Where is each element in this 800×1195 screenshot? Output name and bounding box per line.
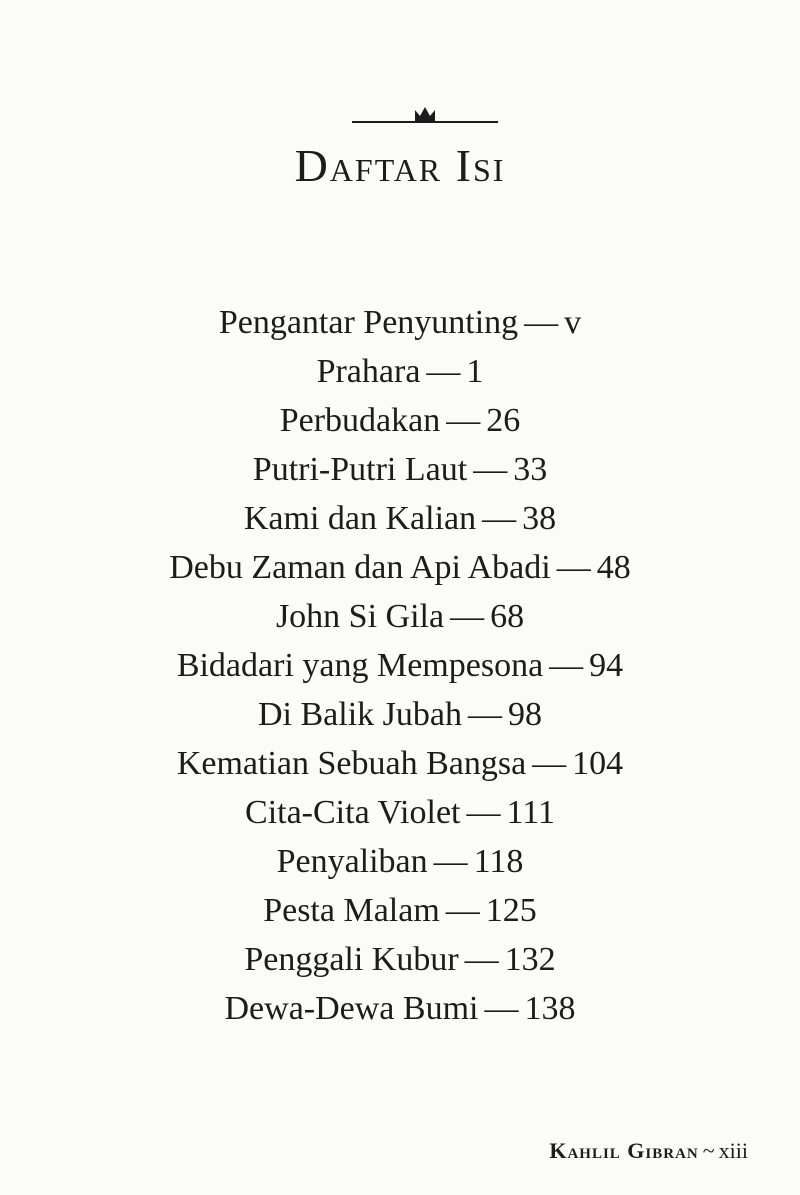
footer-author: Kahlil Gibran	[549, 1138, 699, 1163]
toc-entry-dash: —	[426, 353, 461, 390]
toc-entry	[0, 592, 800, 641]
toc-entry	[0, 494, 800, 543]
toc-entry	[0, 641, 800, 690]
toc-entry-title: Penyaliban	[276, 843, 428, 880]
toc-entry-dash: —	[482, 500, 517, 537]
toc-entry	[0, 837, 800, 886]
toc-entry-title: Kami dan Kalian	[243, 500, 477, 537]
toc-entry-page: 48	[596, 549, 631, 586]
toc-entry-dash: —	[549, 647, 584, 684]
toc-entry-title: Cita-Cita Violet	[245, 794, 461, 831]
toc-entry-page: 111	[506, 794, 555, 831]
toc-entry-title: Debu Zaman dan Api Abadi	[169, 549, 551, 586]
toc-entry-title: Penggali Kubur	[244, 941, 459, 978]
toc-entry-page: 138	[524, 990, 576, 1027]
toc-entry-page: 26	[486, 402, 521, 439]
toc-entry-page: v	[564, 304, 582, 341]
toc-entry-dash: —	[556, 549, 591, 586]
toc-entry	[0, 543, 800, 592]
toc-entry-dash: —	[473, 451, 508, 488]
toc-entry-page: 33	[513, 451, 548, 488]
running-footer	[549, 1138, 748, 1164]
toc-entry	[0, 788, 800, 837]
toc-entry-dash: —	[445, 892, 480, 929]
toc-entry-page: 68	[490, 598, 525, 635]
toc-entry	[0, 739, 800, 788]
toc-entry-page: 1	[466, 353, 484, 390]
toc-entry-title: Di Balik Jubah	[258, 696, 462, 733]
toc-entry-dash: —	[484, 990, 519, 1027]
toc-entry-dash: —	[467, 696, 502, 733]
toc-entry-title: Perbudakan	[279, 402, 441, 439]
toc-entry-page: 98	[507, 696, 542, 733]
toc-entry-title: Pesta Malam	[263, 892, 440, 929]
toc-entry-page: 94	[589, 647, 624, 684]
footer-separator: ~	[702, 1138, 715, 1163]
toc-entry-dash: —	[464, 941, 499, 978]
toc-entry-dash: —	[446, 402, 481, 439]
table-of-contents	[0, 298, 800, 1033]
toc-entry-dash: —	[532, 745, 567, 782]
toc-entry-dash: —	[450, 598, 485, 635]
toc-entry-title: Kematian Sebuah Bangsa	[176, 745, 527, 782]
toc-entry-title: Putri-Putri Laut	[252, 451, 468, 488]
title-ornament	[352, 104, 498, 126]
toc-entry	[0, 935, 800, 984]
page-number: xiii	[718, 1138, 748, 1163]
toc-entry	[0, 347, 800, 396]
toc-entry-title: Dewa-Dewa Bumi	[224, 990, 479, 1027]
toc-entry-page: 38	[522, 500, 557, 537]
toc-entry-title: Prahara	[316, 353, 421, 390]
toc-entry	[0, 984, 800, 1033]
toc-entry	[0, 445, 800, 494]
toc-entry-dash: —	[433, 843, 468, 880]
toc-entry	[0, 690, 800, 739]
toc-entry-title: John Si Gila	[275, 598, 445, 635]
toc-entry	[0, 396, 800, 445]
toc-entry-title: Pengantar Penyunting	[218, 304, 519, 341]
crown-icon	[412, 105, 438, 123]
toc-entry-page: 125	[485, 892, 537, 929]
toc-entry-title: Bidadari yang Mempesona	[176, 647, 544, 684]
toc-entry	[0, 886, 800, 935]
toc-entry-page: 118	[473, 843, 524, 880]
toc-entry-page: 132	[504, 941, 556, 978]
toc-entry-dash: —	[524, 304, 559, 341]
toc-entry	[0, 298, 800, 347]
page-title: Daftar Isi	[294, 140, 506, 191]
toc-entry-page: 104	[572, 745, 624, 782]
toc-entry-dash: —	[466, 794, 501, 831]
